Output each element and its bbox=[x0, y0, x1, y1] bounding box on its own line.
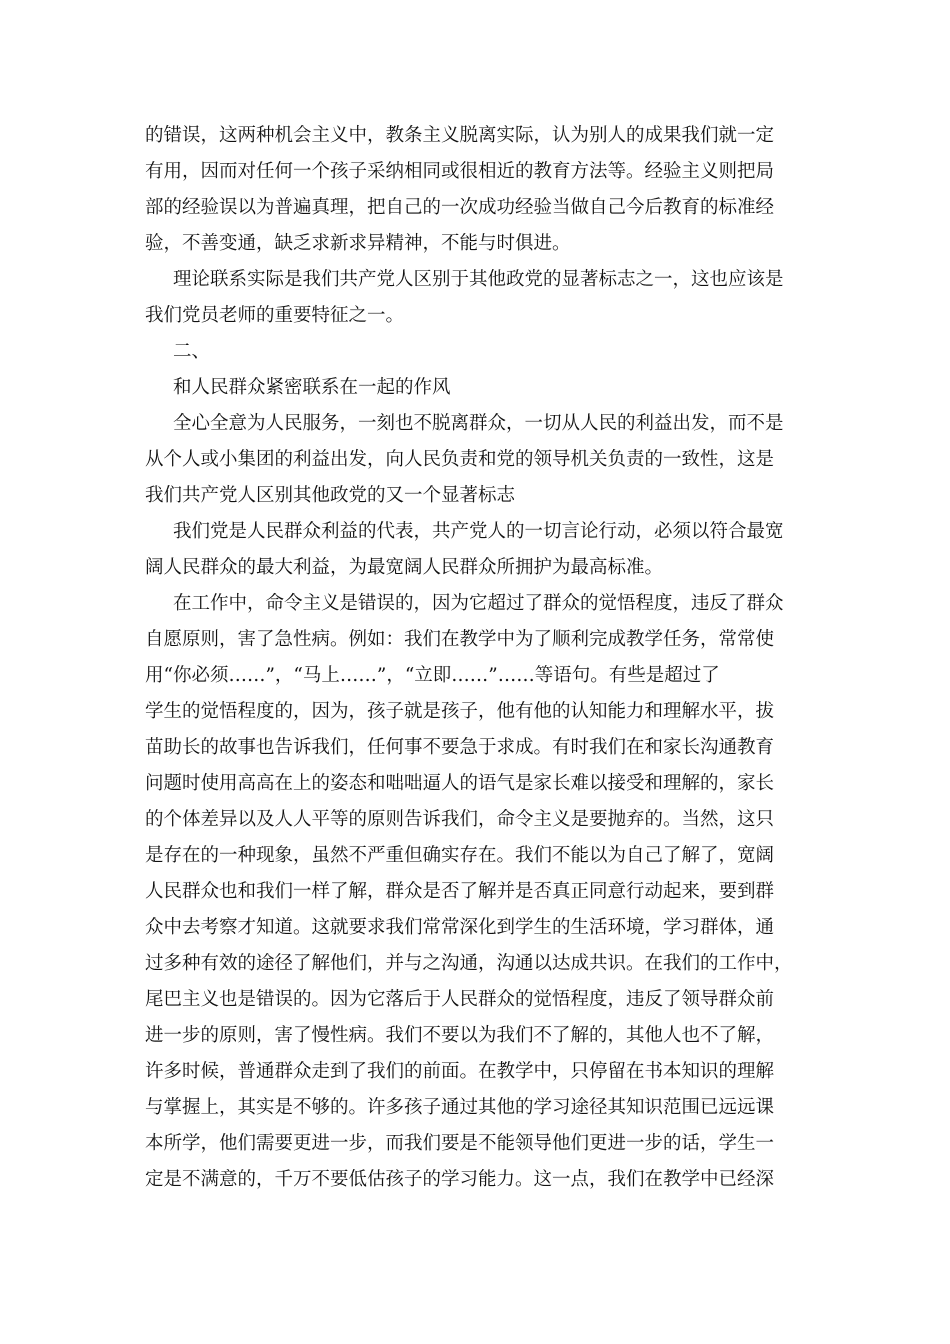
text-line: 全心全意为人民服务，一刻也不脱离群众，一切从人民的利益出发，而不是 bbox=[173, 413, 784, 434]
text-line: 的错误，这两种机会主义中，教条主义脱离实际，认为别人的成果我们就一定 bbox=[145, 125, 775, 146]
text-line: 我们党员老师的重要特征之一。 bbox=[145, 305, 405, 326]
text-line: 是存在的一种现象，虽然不严重但确实存在。我们不能以为自己了解了，宽阔 bbox=[145, 845, 775, 866]
text-line: 二、 bbox=[173, 341, 211, 362]
text-line: 部的经验误以为普遍真理，把自己的一次成功经验当做自己今后教育的标准经 bbox=[145, 197, 775, 218]
text-line: 众中去考察才知道。这就要求我们常常深化到学生的生活环境，学习群体，通 bbox=[145, 917, 775, 938]
text-line: 我们党是人民群众利益的代表，共产党人的一切言论行动，必须以符合最宽 bbox=[173, 521, 784, 542]
text-line: 人民群众也和我们一样了解，群众是否了解并是否真正同意行动起来，要到群 bbox=[145, 881, 775, 902]
text-line: 阔人民群众的最大利益，为最宽阔人民群众所拥护为最高标准。 bbox=[145, 557, 664, 578]
text-line: 有用，因而对任何一个孩子采纳相同或很相近的教育方法等。经验主义则把局 bbox=[145, 161, 775, 182]
text-line: 进一步的原则，害了慢性病。我们不要以为我们不了解的，其他人也不了解， bbox=[145, 1025, 775, 1046]
text-line: 的个体差异以及人人平等的原则告诉我们，命令主义是要抛弃的。当然，这只 bbox=[145, 809, 775, 830]
text-line: 学生的觉悟程度的，因为，孩子就是孩子，他有他的认知能力和理解水平，拔 bbox=[145, 701, 775, 722]
text-line: 自愿原则，害了急性病。例如：我们在教学中为了顺利完成教学任务，常常使 bbox=[145, 629, 775, 650]
text-line: 本所学，他们需要更进一步，而我们要是不能领导他们更进一步的话，学生一 bbox=[145, 1133, 775, 1154]
text-line: 过多种有效的途径了解他们，并与之沟通，沟通以达成共识。在我们的工作中， bbox=[145, 953, 793, 974]
text-line: 和人民群众紧密联系在一起的作风 bbox=[173, 377, 451, 398]
text-line: 验，不善变通，缺乏求新求异精神，不能与时俱进。 bbox=[145, 233, 571, 254]
text-line: 在工作中，命令主义是错误的，因为它超过了群众的觉悟程度，违反了群众 bbox=[173, 593, 784, 614]
text-line: 从个人或小集团的利益出发，向人民负责和党的领导机关负责的一致性，这是 bbox=[145, 449, 775, 470]
text-line: 许多时候，普通群众走到了我们的前面。在教学中，只停留在书本知识的理解 bbox=[145, 1061, 775, 1082]
text-line: 与掌握上，其实是不够的。许多孩子通过其他的学习途径其知识范围已远远课 bbox=[145, 1097, 775, 1118]
text-line: 用“你必须……”，“马上……”，“立即……”……等语句。有些是超过了 bbox=[145, 665, 720, 686]
text-line: 我们共产党人区别其他政党的又一个显著标志 bbox=[145, 485, 516, 506]
text-line: 尾巴主义也是错误的。因为它落后于人民群众的觉悟程度，违反了领导群众前 bbox=[145, 989, 775, 1010]
body-text bbox=[145, 118, 807, 1198]
text-line: 定是不满意的，千万不要低估孩子的学习能力。这一点，我们在教学中已经深 bbox=[145, 1169, 775, 1190]
text-line: 问题时使用高高在上的姿态和咄咄逼人的语气是家长难以接受和理解的，家长 bbox=[145, 773, 775, 794]
text-line: 苗助长的故事也告诉我们，任何事不要急于求成。有时我们在和家长沟通教育 bbox=[145, 737, 775, 758]
text-line: 理论联系实际是我们共产党人区别于其他政党的显著标志之一，这也应该是 bbox=[173, 269, 784, 290]
